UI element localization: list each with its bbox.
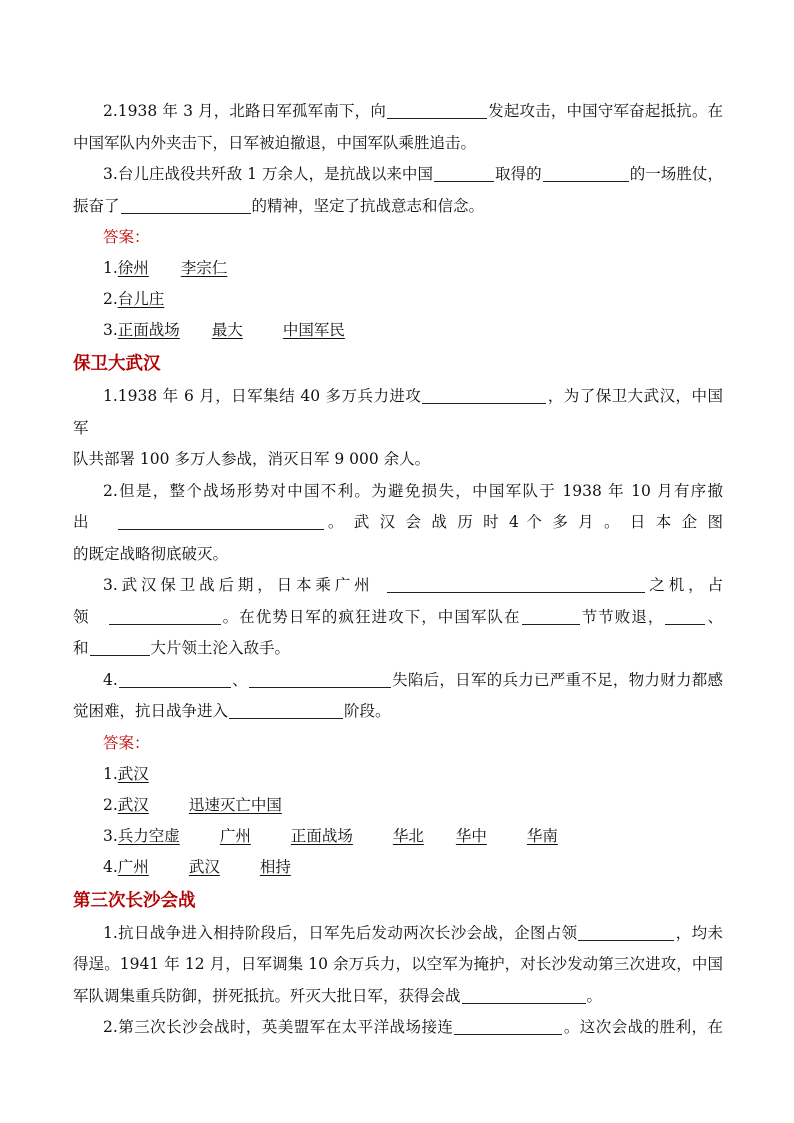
answer-value: 华南 [526,826,558,845]
question-text: 军队调集重兵防御，拼死抵抗。歼灭大批日军，获得会战 [73,986,461,1005]
answer-3 [73,315,723,346]
wuhan-question-3-end [73,633,723,665]
question-text: 觉困难，抗日战争进入 [73,702,229,720]
question-3 [73,159,723,191]
wuhan-question-2-end [73,539,723,571]
answer-value: 台儿庄 [117,290,165,308]
answer-number: 1. [103,259,118,277]
fill-blank[interactable] [543,166,629,182]
changsha-question-1 [73,918,723,950]
question-text: 2.1938 年 3 月，北路日军孤军南下，向 [103,102,387,120]
fill-blank[interactable] [387,103,487,119]
question-2 [73,96,723,128]
wuhan-question-3 [73,570,723,602]
fill-blank[interactable] [229,703,343,719]
answer-1 [73,759,723,790]
changsha-question-1-cont [73,949,723,981]
question-text: 得逞。1941 年 12 月，日军调集 10 余万兵力，以空军为掩护，对长沙发动第三次进攻，中国 [73,955,723,973]
question-text: 和 [73,639,89,657]
answer-number: 2. [103,795,118,814]
section-title-changsha: 第三次长沙会战 [73,890,196,911]
wuhan-question-4 [73,665,723,697]
answer-1 [73,253,723,284]
answer-number: 4. [103,857,118,876]
question-text: 大片领土沦入敌手。 [150,639,291,657]
answer-label: 答案： [103,733,150,752]
answer-3 [73,821,723,852]
question-text: 、 [231,670,248,689]
answer-value: 华中 [455,826,487,845]
answer-value: 广州 [117,857,149,876]
wuhan-question-2-cont [73,507,723,539]
answer-value: 武汉 [117,795,149,814]
wuhan-question-2 [73,476,723,508]
fill-blank[interactable] [462,988,586,1004]
question-text: 的一场胜仗， [629,165,723,183]
answer-2 [73,284,723,315]
fill-blank[interactable] [119,672,231,688]
answer-value: 兵力空虚 [117,826,180,845]
question-text: 。在优势日军的疯狂进攻下，中国军队在 [221,607,521,626]
fill-blank[interactable] [121,198,251,214]
answer-value: 中国军民 [282,321,345,339]
answer-value: 华北 [392,826,424,845]
question-text: 的既定战略彻底破灭。 [73,544,229,563]
question-text: ，均未 [675,923,723,942]
answer-label: 答案： [103,228,150,246]
fill-blank[interactable] [118,514,324,530]
answer-4 [73,852,723,883]
question-text: 失陷后，日军的兵力已严重不足，物力财力都感 [391,670,723,689]
question-text: 1.抗日战争进入相持阶段后，日军先后发动两次长沙会战，企图占领 [103,923,578,942]
fill-blank[interactable] [387,577,645,593]
question-text: 1.1938 年 6 月，日军集结 40 多万兵力进攻 [103,387,422,405]
wuhan-question-3-cont [73,602,723,634]
question-text: 。 [586,986,603,1005]
answer-number: 1. [103,764,118,783]
question-text: 。 武 汉 会 战 历 时 4 个 多 月 。 日 本 企 图 [325,513,723,531]
fill-blank[interactable] [422,388,546,404]
fill-blank[interactable] [454,1019,562,1035]
question-text: 的精神，坚定了抗战意志和信念。 [251,196,485,215]
worksheet-page [73,96,723,1044]
answer-number: 2. [103,290,118,308]
question-3-cont [73,191,723,223]
wuhan-question-1-cont [73,444,723,476]
answer-value: 徐州 [117,259,149,277]
question-text: 取得的 [495,165,542,183]
wuhan-question-4-cont [73,696,723,728]
question-text: 出 [73,513,92,531]
question-2-cont [73,128,723,160]
question-text: 、 [706,607,723,626]
changsha-question-1-end [73,981,723,1013]
question-text: 之机，占 [645,576,723,594]
question-text: 。这次会战的胜利，在 [563,1018,723,1036]
fill-blank[interactable] [522,609,580,625]
answer-value: 武汉 [117,764,149,783]
question-text: 振奋了 [73,196,120,215]
question-text: 3.武汉保卫战后期，日本乘广州 [103,576,374,594]
section-title-wuhan: 保卫大武汉 [73,354,161,374]
answer-value: 武汉 [188,857,220,876]
answer-value: 迅速灭亡中国 [188,795,282,814]
question-text: ，为了保卫大武汉，中国军 [73,387,723,437]
answer-value: 相持 [259,857,291,876]
answer-value: 最大 [211,321,243,339]
answer-value: 李宗仁 [180,259,228,277]
changsha-question-2 [73,1012,723,1044]
question-text: 2.第三次长沙会战时，英美盟军在太平洋战场接连 [103,1018,454,1036]
question-text: 3.台儿庄战役共歼敌 1 万余人，是抗战以来中国 [103,165,434,183]
fill-blank[interactable] [434,166,494,182]
question-text: 阶段。 [344,702,391,720]
wuhan-question-1 [73,381,723,444]
fill-blank[interactable] [665,609,705,625]
answer-2 [73,790,723,821]
question-text: 领 [73,607,90,626]
question-text: 节节败退， [580,607,665,626]
question-text: 中国军队内外夹击下，日军被迫撤退，中国军队乘胜追击。 [73,133,477,152]
answer-value: 广州 [219,826,251,845]
answer-value: 正面战场 [117,321,180,339]
answer-number: 3. [103,321,118,339]
answer-number: 3. [103,826,118,845]
question-text: 4. [103,670,118,689]
fill-blank[interactable] [109,609,221,625]
question-text: 2.但是，整个战场形势对中国不利。为避免损失，中国军队于 1938 年 10 月有序撤 [103,481,723,500]
fill-blank[interactable] [578,925,674,941]
fill-blank[interactable] [249,672,391,688]
question-text: 队共部署 100 多万人参战，消灭日军 9 000 余人。 [73,450,431,468]
answer-value: 正面战场 [290,826,353,845]
question-text: 发起攻击，中国守军奋起抵抗。在 [488,102,723,120]
fill-blank[interactable] [90,640,150,656]
